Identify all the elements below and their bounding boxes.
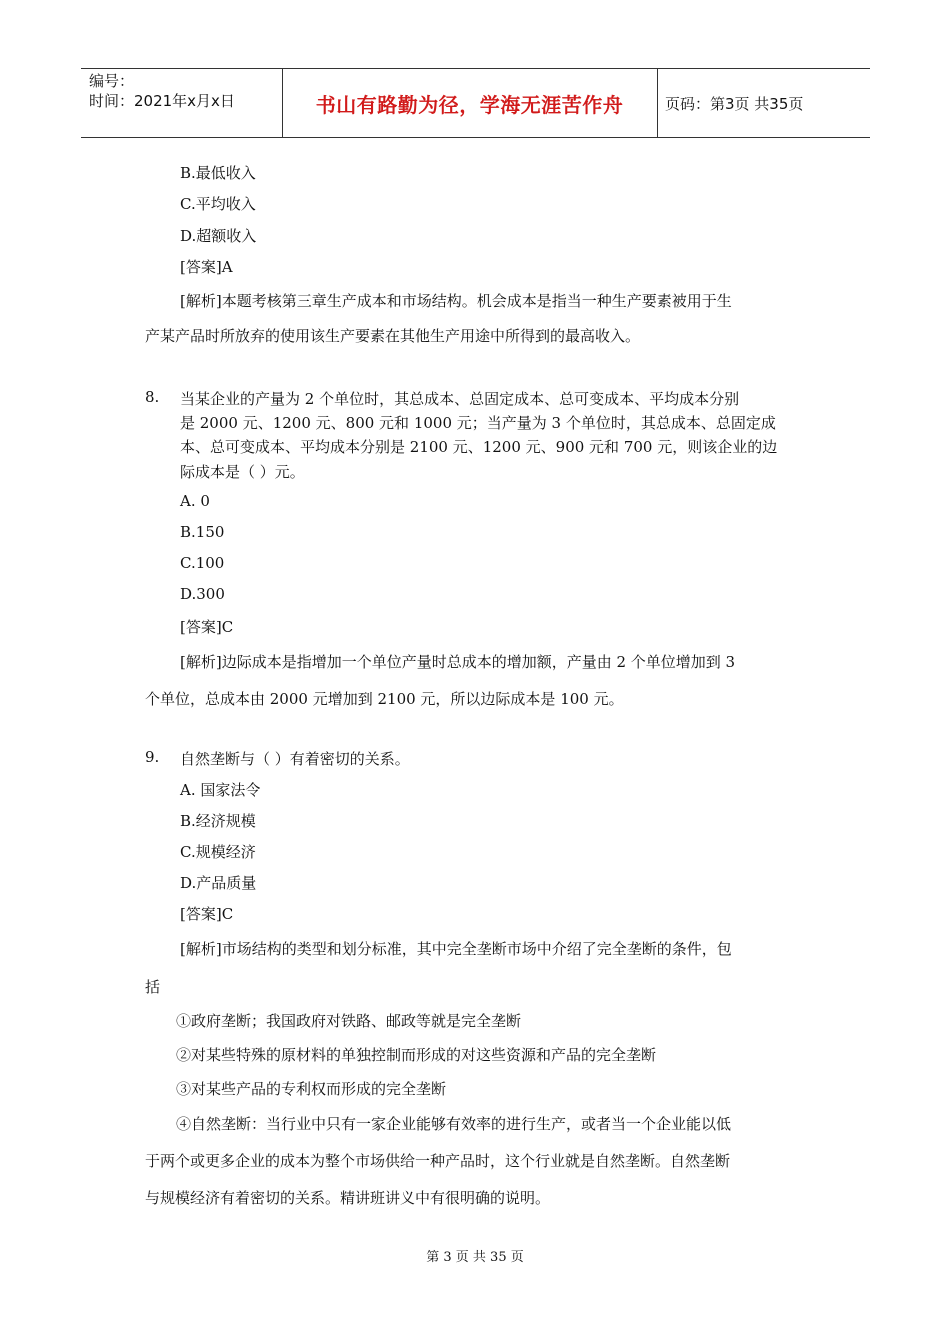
header-number-label: 编号： [89, 72, 135, 90]
q9-option-d: D.产品质量 [180, 874, 257, 892]
q9-option-a: A. 国家法令 [180, 781, 261, 799]
q7-answer: [答案]A [180, 258, 233, 276]
q9-number: 9. [145, 748, 160, 766]
q9-analysis-item: ③对某些产品的专利权而形成的完全垄断 [176, 1080, 447, 1098]
q9-analysis-line: 于两个或更多企业的成本为整个市场供给一种产品时，这个行业就是自然垄断。自然垄断 [145, 1152, 731, 1170]
header-time-label: 时间：2021年x月x日 [89, 92, 235, 110]
q9-analysis-item: ④自然垄断：当行业中只有一家企业能够有效率的进行生产，或者当一个企业能以低 [176, 1115, 732, 1133]
q8-option-d: D.300 [180, 585, 225, 603]
q8-stem-line: 际成本是（ ）元。 [180, 463, 305, 481]
q9-analysis-line: 括 [145, 978, 161, 996]
q7-analysis-line: [解析]本题考核第三章生产成本和市场结构。机会成本是指当一种生产要素被用于生 [180, 292, 732, 310]
q9-option-b: B.经济规模 [180, 812, 256, 830]
q9-analysis-item: ①政府垄断；我国政府对铁路、邮政等就是完全垄断 [176, 1012, 522, 1030]
q9-analysis-item: ②对某些特殊的原材料的单独控制而形成的对这些资源和产品的完全垄断 [176, 1046, 657, 1064]
q7-option-d: D.超额收入 [180, 227, 257, 245]
q7-option-c: C.平均收入 [180, 195, 256, 213]
header-motto: 书山有路勤为径，学海无涯苦作舟 [315, 92, 624, 117]
q8-option-c: C.100 [180, 554, 225, 572]
q7-analysis-line: 产某产品时所放弃的使用该生产要素在其他生产用途中所得到的最高收入。 [145, 327, 641, 345]
q8-option-a: A. 0 [180, 492, 210, 510]
q8-stem-line: 本、总可变成本、平均成本分别是 2100 元、1200 元、900 元和 700 元，则该企业的边 [180, 438, 778, 456]
q8-option-b: B.150 [180, 523, 225, 541]
q9-answer: [答案]C [180, 905, 234, 923]
q9-analysis-line: [解析]市场结构的类型和划分标准，其中完全垄断市场中介绍了完全垄断的条件，包 [180, 940, 732, 958]
q8-stem-line: 当某企业的产量为 2 个单位时，其总成本、总固定成本、总可变成本、平均成本分别 [180, 390, 740, 408]
q9-stem-line: 自然垄断与（ ）有着密切的关系。 [180, 750, 410, 768]
header-page-info: 页码：第3页 共35页 [665, 95, 804, 113]
q9-option-c: C.规模经济 [180, 843, 256, 861]
q8-analysis-line: [解析]边际成本是指增加一个单位产量时总成本的增加额，产量由 2 个单位增加到 3 [180, 653, 736, 671]
q8-answer: [答案]C [180, 618, 234, 636]
q8-number: 8. [145, 388, 160, 406]
page-footer: 第 3 页 共 35 页 [426, 1250, 524, 1265]
q8-analysis-line: 个单位，总成本由 2000 元增加到 2100 元，所以边际成本是 100 元。 [145, 690, 624, 708]
q8-stem-line: 是 2000 元、1200 元、800 元和 1000 元；当产量为 3 个单位时，其总成本、总固定成 [180, 414, 776, 432]
q9-analysis-line: 与规模经济有着密切的关系。精讲班讲义中有很明确的说明。 [145, 1189, 551, 1207]
q7-option-b: B.最低收入 [180, 164, 256, 182]
